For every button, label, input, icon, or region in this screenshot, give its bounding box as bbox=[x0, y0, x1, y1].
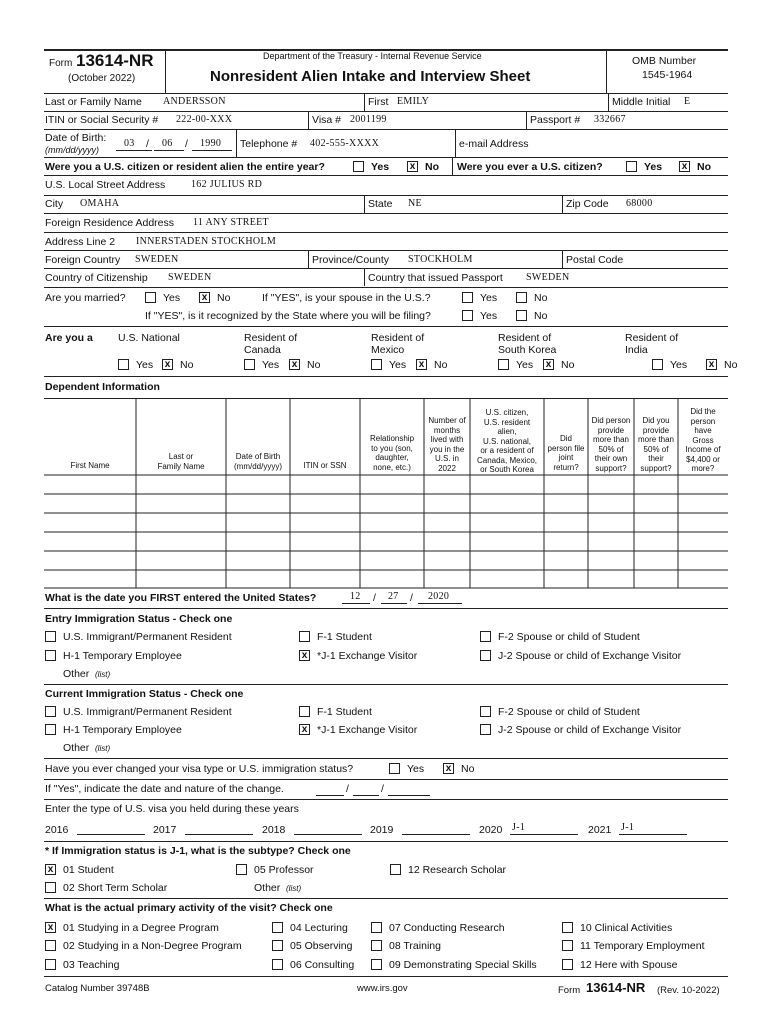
option-label: 07 Conducting Research bbox=[389, 922, 505, 934]
department: Department of the Treasury - Internal Revenue Service bbox=[263, 51, 482, 61]
phone-field[interactable]: 402-555-XXXX bbox=[310, 138, 380, 149]
option-line1: Resident of bbox=[498, 332, 552, 344]
india-no-checkbox[interactable]: x bbox=[706, 359, 717, 370]
option-label: 12 Here with Spouse bbox=[580, 959, 678, 971]
first-name-field[interactable]: EMILY bbox=[397, 96, 430, 107]
state-field[interactable]: NE bbox=[408, 198, 422, 209]
visa-2020-field[interactable]: J-1 bbox=[512, 822, 526, 833]
foreign-country-field[interactable]: SWEDEN bbox=[135, 254, 179, 265]
option-label: F-1 Student bbox=[317, 631, 372, 643]
other-hint: (list) bbox=[95, 744, 111, 753]
col-relationship: Relationship to you (son, daughter, none, etc.) bbox=[369, 434, 415, 472]
j1-subtype-title: * If Immigration status is J-1, what is the subtype? Check one bbox=[45, 845, 351, 857]
option-label: 05 Observing bbox=[290, 940, 353, 952]
foreign-country-label: Foreign Country bbox=[45, 254, 121, 266]
dob-day-field[interactable]: 06 bbox=[162, 138, 173, 149]
yes-label: Yes bbox=[136, 359, 154, 371]
no-label: No bbox=[217, 292, 231, 304]
option-label: H-1 Temporary Employee bbox=[63, 724, 182, 736]
activity-observing-checkbox[interactable] bbox=[272, 940, 283, 951]
ever-citizen-no-checkbox[interactable]: x bbox=[679, 161, 690, 172]
col-months: Number of months lived with you in the U.S. in 2022 bbox=[428, 416, 466, 473]
option-label: F-2 Spouse or child of Student bbox=[498, 706, 640, 718]
no-label: No bbox=[561, 359, 575, 371]
option-label: F-2 Spouse or child of Student bbox=[498, 631, 640, 643]
yes-label: Yes bbox=[407, 763, 425, 775]
col-citizen: U.S. citizen, U.S. resident alien, U.S. national, or a resident of Canada, Mexico, or South Korea bbox=[476, 408, 538, 474]
change-year-field[interactable] bbox=[388, 783, 430, 796]
j1-professor-checkbox[interactable] bbox=[236, 864, 247, 875]
omb-number: 1545-1964 bbox=[642, 69, 693, 81]
option-label: 04 Lecturing bbox=[290, 922, 348, 934]
yes-label: Yes bbox=[371, 161, 390, 173]
passport-label: Passport # bbox=[530, 114, 581, 126]
dob-format: (mm/dd/yyyy) bbox=[45, 145, 99, 155]
us-national-no-checkbox[interactable]: x bbox=[162, 359, 173, 370]
passport-country-field[interactable]: SWEDEN bbox=[526, 272, 570, 283]
passport-field[interactable]: 332667 bbox=[594, 114, 626, 125]
activity-degree-checkbox[interactable]: x bbox=[45, 922, 56, 933]
city-field[interactable]: OMAHA bbox=[80, 198, 120, 209]
recognized-yes-checkbox[interactable] bbox=[462, 310, 473, 321]
option-label: *J-1 Exchange Visitor bbox=[317, 724, 418, 736]
option-label: 01 Student bbox=[63, 864, 114, 876]
middle-initial-field[interactable]: E bbox=[684, 96, 691, 107]
no-label: No bbox=[307, 359, 321, 371]
entry-f2-checkbox[interactable] bbox=[480, 631, 491, 642]
year-label: 2019 bbox=[370, 824, 394, 836]
footer-revision: (Rev. 10-2022) bbox=[657, 985, 720, 996]
visa-change-detail-label: If "Yes", indicate the date and nature of the change. bbox=[45, 783, 284, 795]
year-label: 2018 bbox=[262, 824, 286, 836]
footer-form-prefix: Form bbox=[558, 985, 581, 996]
form-number: 13614-NR bbox=[76, 51, 154, 70]
option-line1: Resident of bbox=[625, 332, 679, 344]
col-your-support: Did you provide more than 50% of their support? bbox=[637, 416, 675, 473]
visa-field[interactable]: 2001199 bbox=[350, 114, 387, 125]
city-label: City bbox=[45, 198, 64, 210]
option-label: 09 Demonstrating Special Skills bbox=[389, 959, 537, 971]
option-label: U.S. Immigrant/Permanent Resident bbox=[63, 706, 232, 718]
option-label: U.S. Immigrant/Permanent Resident bbox=[63, 631, 232, 643]
foreign-address-label: Foreign Residence Address bbox=[45, 217, 174, 229]
option-line1: Resident of bbox=[371, 332, 425, 344]
citizen-entire-year-yes-checkbox[interactable] bbox=[353, 161, 364, 172]
postal-label: Postal Code bbox=[566, 254, 624, 266]
year-label: 2017 bbox=[153, 824, 177, 836]
citizen-entire-year-no-checkbox[interactable]: x bbox=[407, 161, 418, 172]
yes-label: Yes bbox=[262, 359, 280, 371]
form-date: (October 2022) bbox=[68, 73, 136, 84]
canada-no-checkbox[interactable]: x bbox=[289, 359, 300, 370]
visa-years-question: Enter the type of U.S. visa you held during these years bbox=[45, 803, 299, 815]
irs-website: www.irs.gov bbox=[357, 983, 408, 994]
option-line2: Mexico bbox=[371, 344, 405, 356]
india-yes-checkbox[interactable] bbox=[652, 359, 663, 370]
footer-form-number: 13614-NR bbox=[586, 980, 646, 995]
phone-label: Telephone # bbox=[240, 138, 298, 150]
citizenship-label: Country of Citizenship bbox=[45, 272, 148, 284]
activity-title: What is the actual primary activity of the visit? Check one bbox=[45, 902, 333, 914]
option-line1: Resident of bbox=[244, 332, 298, 344]
dob-label: Date of Birth: bbox=[45, 132, 107, 144]
entry-date-question: What is the date you FIRST entered the United States? bbox=[45, 592, 317, 604]
j1-student-checkbox[interactable]: x bbox=[45, 864, 56, 875]
yes-label: Yes bbox=[644, 161, 663, 173]
citizenship-field[interactable]: SWEDEN bbox=[168, 272, 212, 283]
south-korea-yes-checkbox[interactable] bbox=[498, 359, 509, 370]
col-first-name: First Name bbox=[70, 461, 110, 470]
citizen-entire-year-question: Were you a U.S. citizen or resident alien the entire year? bbox=[45, 161, 325, 173]
yes-label: Yes bbox=[163, 292, 181, 304]
first-name-label: First bbox=[368, 96, 389, 108]
current-j1-checkbox[interactable]: x bbox=[299, 724, 310, 735]
visa-change-question: Have you ever changed your visa type or U.S. immigration status? bbox=[45, 763, 354, 775]
option-label: *J-1 Exchange Visitor bbox=[317, 650, 418, 662]
south-korea-no-checkbox[interactable]: x bbox=[543, 359, 554, 370]
option-label: 03 Teaching bbox=[63, 959, 120, 971]
option-label: J-2 Spouse or child of Exchange Visitor bbox=[498, 724, 682, 736]
option-label: 01 Studying in a Degree Program bbox=[63, 922, 219, 934]
other-label: Other bbox=[254, 882, 281, 894]
dependent-title: Dependent Information bbox=[45, 381, 160, 393]
no-label: No bbox=[180, 359, 194, 371]
option-label: 02 Short Term Scholar bbox=[63, 882, 168, 894]
yes-label: Yes bbox=[670, 359, 688, 371]
activity-special-skills-checkbox[interactable] bbox=[371, 959, 382, 970]
state-label: State bbox=[368, 198, 393, 210]
middle-initial-label: Middle Initial bbox=[612, 96, 671, 108]
email-label: e-mail Address bbox=[459, 138, 529, 150]
recognized-no-checkbox[interactable] bbox=[516, 310, 527, 321]
no-label: No bbox=[697, 161, 711, 173]
activity-consulting-checkbox[interactable] bbox=[272, 959, 283, 970]
us-national-yes-checkbox[interactable] bbox=[118, 359, 129, 370]
option-line1: U.S. National bbox=[118, 332, 180, 344]
recognized-question: If "YES", is it recognized by the State where you will be filing? bbox=[145, 310, 431, 322]
other-label: Other bbox=[63, 668, 90, 680]
current-permanent-resident-checkbox[interactable] bbox=[45, 706, 56, 717]
col-dob: Date of Birth (mm/dd/yyyy) bbox=[234, 452, 282, 471]
col-last-name: Last or Family Name bbox=[157, 452, 205, 471]
option-line2: India bbox=[625, 344, 648, 356]
street-label: U.S. Local Street Address bbox=[45, 179, 166, 191]
activity-research-checkbox[interactable] bbox=[371, 922, 382, 933]
form-prefix: Form bbox=[49, 58, 73, 69]
province-label: Province/County bbox=[312, 254, 390, 266]
option-label: F-1 Student bbox=[317, 706, 372, 718]
current-status-title: Current Immigration Status - Check one bbox=[45, 688, 244, 700]
other-hint: (list) bbox=[95, 670, 111, 679]
visa-2021-field[interactable]: J-1 bbox=[621, 822, 635, 833]
married-yes-checkbox[interactable] bbox=[145, 292, 156, 303]
yes-label: Yes bbox=[480, 292, 498, 304]
spouse-in-us-question: If "YES", is your spouse in the U.S.? bbox=[262, 292, 431, 304]
no-label: No bbox=[534, 310, 548, 322]
spouse-in-us-yes-checkbox[interactable] bbox=[462, 292, 473, 303]
ever-citizen-yes-checkbox[interactable] bbox=[626, 161, 637, 172]
itin-field[interactable]: 222-00-XXX bbox=[176, 114, 233, 125]
passport-country-label: Country that issued Passport bbox=[368, 272, 503, 284]
option-line2: Canada bbox=[244, 344, 281, 356]
other-label: Other bbox=[63, 742, 90, 754]
option-label: 08 Training bbox=[389, 940, 441, 952]
last-name-field[interactable]: ANDERSSON bbox=[163, 96, 226, 107]
mexico-no-checkbox[interactable]: x bbox=[416, 359, 427, 370]
change-month-field[interactable] bbox=[316, 783, 344, 796]
visa-change-no-checkbox[interactable]: x bbox=[443, 763, 454, 774]
address-line2-label: Address Line 2 bbox=[45, 236, 116, 248]
change-day-field[interactable] bbox=[353, 783, 379, 796]
j1-research-scholar-checkbox[interactable] bbox=[390, 864, 401, 875]
j1-short-term-scholar-checkbox[interactable] bbox=[45, 882, 56, 893]
visa-change-yes-checkbox[interactable] bbox=[389, 763, 400, 774]
no-label: No bbox=[425, 161, 439, 173]
activity-training-checkbox[interactable] bbox=[371, 940, 382, 951]
option-label: 12 Research Scholar bbox=[408, 864, 507, 876]
option-label: 02 Studying in a Non-Degree Program bbox=[63, 940, 242, 952]
no-label: No bbox=[724, 359, 738, 371]
spouse-in-us-no-checkbox[interactable] bbox=[516, 292, 527, 303]
entry-status-title: Entry Immigration Status - Check one bbox=[45, 613, 233, 625]
col-gross-income: Did the person have Gross Income of $4,400 or more? bbox=[685, 407, 721, 473]
omb-label: OMB Number bbox=[632, 55, 697, 67]
other-hint: (list) bbox=[286, 884, 302, 893]
entry-year-field[interactable]: 2020 bbox=[428, 591, 450, 602]
current-j2-checkbox[interactable] bbox=[480, 724, 491, 735]
no-label: No bbox=[434, 359, 448, 371]
yes-label: Yes bbox=[389, 359, 407, 371]
activity-teaching-checkbox[interactable] bbox=[45, 959, 56, 970]
activity-non-degree-checkbox[interactable] bbox=[45, 940, 56, 951]
option-line2: South Korea bbox=[498, 344, 557, 356]
are-you-label: Are you a bbox=[45, 332, 93, 344]
option-label: H-1 Temporary Employee bbox=[63, 650, 182, 662]
entry-permanent-resident-checkbox[interactable] bbox=[45, 631, 56, 642]
col-joint: Did person file joint return? bbox=[547, 434, 585, 472]
entry-month-field[interactable]: 12 bbox=[350, 591, 361, 602]
option-label: 10 Clinical Activities bbox=[580, 922, 673, 934]
dob-year-field[interactable]: 1990 bbox=[200, 138, 222, 149]
entry-day-field[interactable]: 27 bbox=[388, 591, 399, 602]
current-f1-checkbox[interactable] bbox=[299, 706, 310, 717]
option-label: 05 Professor bbox=[254, 864, 314, 876]
no-label: No bbox=[534, 292, 548, 304]
visa-label: Visa # bbox=[312, 114, 341, 126]
entry-h1-checkbox[interactable] bbox=[45, 650, 56, 661]
option-label: 06 Consulting bbox=[290, 959, 355, 971]
dob-month-field[interactable]: 03 bbox=[124, 138, 135, 149]
catalog-number: Catalog Number 39748B bbox=[45, 983, 150, 994]
married-question: Are you married? bbox=[45, 292, 126, 304]
ever-citizen-question: Were you ever a U.S. citizen? bbox=[457, 161, 603, 173]
year-label: 2021 bbox=[588, 824, 612, 836]
last-name-label: Last or Family Name bbox=[45, 96, 142, 108]
itin-label: ITIN or Social Security # bbox=[45, 114, 159, 126]
married-no-checkbox[interactable]: x bbox=[199, 292, 210, 303]
entry-j2-checkbox[interactable] bbox=[480, 650, 491, 661]
address-line2-field[interactable]: INNERSTADEN STOCKHOLM bbox=[136, 236, 277, 247]
province-field[interactable]: STOCKHOLM bbox=[408, 254, 473, 265]
form-title: Nonresident Alien Intake and Interview Sheet bbox=[210, 68, 531, 85]
current-f2-checkbox[interactable] bbox=[480, 706, 491, 717]
option-label: 11 Temporary Employment bbox=[580, 940, 705, 952]
col-own-support: Did person provide more than 50% of their own support? bbox=[591, 416, 631, 473]
current-h1-checkbox[interactable] bbox=[45, 724, 56, 735]
street-field[interactable]: 162 JULIUS RD bbox=[191, 179, 263, 190]
yes-label: Yes bbox=[516, 359, 534, 371]
year-label: 2020 bbox=[479, 824, 503, 836]
entry-j1-checkbox[interactable]: x bbox=[299, 650, 310, 661]
zip-label: Zip Code bbox=[566, 198, 609, 210]
activity-lecturing-checkbox[interactable] bbox=[272, 922, 283, 933]
no-label: No bbox=[461, 763, 475, 775]
foreign-address-field[interactable]: 11 ANY STREET bbox=[193, 217, 269, 228]
zip-field[interactable]: 68000 bbox=[626, 198, 653, 209]
entry-f1-checkbox[interactable] bbox=[299, 631, 310, 642]
canada-yes-checkbox[interactable] bbox=[244, 359, 255, 370]
year-label: 2016 bbox=[45, 824, 69, 836]
option-label: J-2 Spouse or child of Exchange Visitor bbox=[498, 650, 682, 662]
col-itin: ITIN or SSN bbox=[303, 461, 347, 470]
activity-spouse-checkbox[interactable] bbox=[562, 959, 573, 970]
yes-label: Yes bbox=[480, 310, 498, 322]
mexico-yes-checkbox[interactable] bbox=[371, 359, 382, 370]
activity-employment-checkbox[interactable] bbox=[562, 940, 573, 951]
activity-clinical-checkbox[interactable] bbox=[562, 922, 573, 933]
